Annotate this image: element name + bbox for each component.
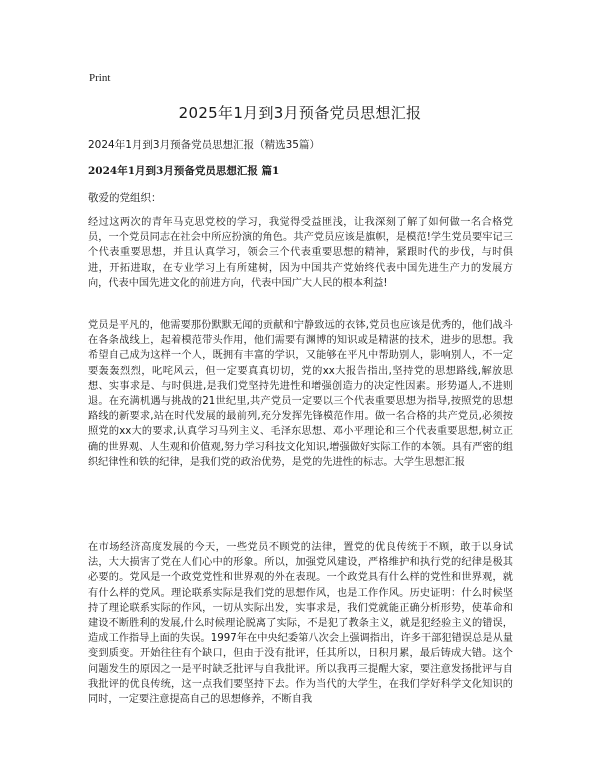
document-subtitle: 2024年1月到3月预备党员思想汇报（精选35篇） — [88, 139, 320, 151]
body-paragraph: 在市场经济高度发展的今天，一些党员不顾党的法律，置党的优良传统于不顾，敢于以身试法，大大损害了党在人们心中的形象。所以，加强党风建设，严格维护和执行党的纪律是极其必要的。党风是一个政党党性和世界观的外在表现。一个政党具有什么样的党性和世界观，就有什么样的党风。理论联系实际是我们党的思想作风，也是工作作风。历史证明：什么时候坚持了理论联系实际的作风，一切从实际出发，实事求是，我们党就能正确分析形势，使革命和建设不断胜利的发展,什么时候理论脱离了实际，不是犯了教条主义，就是犯经验主义的错误，造成工作指导上面的失误。1997年在中央纪委第八次会上强调指出，许多干部犯错误总是从量变到质变。开始往往有个缺口，但由于没有批评，任其所以，日积月累，最后铸成大错。这个问题发生的原因之一是平时缺乏批评与自我批评。所以我再三提醒大家，要注意发扬批评与自我批评的优良传统，这一点我们要坚持下去。作为当代的大学生，在我们学好科学文化知识的同时，一定要注意提高自己的思想修养，不断自我 — [88, 542, 513, 706]
greeting-line: 敬爱的党组织： — [88, 192, 162, 204]
print-link[interactable]: Print — [89, 72, 111, 84]
page-title: 2025年1月到3月预备党员思想汇报 — [178, 104, 422, 122]
body-paragraph: 党员是平凡的，他需要那份默默无闻的贡献和宁静致远的衣钵,党员也应该是优秀的，他们战斗在各条战线上，起着模范带头作用，他们需要有渊博的知识或是精湛的技术，进步的思想。我希望自己成为这样一个人，既拥有丰富的学识，又能够在平凡中帮助别人，影响别人，不一定要轰轰烈烈，叱咤风云，但一定要真真切切，党的xx大报告指出,坚持党的思想路线,解放思想、实事求是、与时俱进,是我们党坚持先进性和增强创造力的决定性因素。形势逼人,不进则退。在充满机遇与挑战的21世纪里,共产党员一定要以三个代表重要思想为指导,按照党的思想路线的新要求,站在时代发展的最前列,充分发挥先锋模范作用。做一名合格的共产党员,必须按照党的xx大的要求,认真学习马列主义、毛泽东思想、邓小平理论和三个代表重要思想,树立正确的世界观、人生观和价值观,努力学习科技文化知识,增强做好实际工作的本领。具有严密的组织纪律性和铁的纪律，是我们党的政治优势，是党的先进性的标志。大学生思想汇报 — [88, 320, 513, 468]
body-paragraph: 经过这两次的青年马克思党校的学习，我觉得受益匪浅，让我深刻了解了如何做一名合格党员，一个党员同志在社会中所应扮演的角色。共产党员应该是旗帜，是模范!学生党员要牢记三个代表重要思想，并且认真学习，领会三个代表重要思想的精神，紧跟时代的步伐，与时俱进，开拓进取，在专业学习上有所建树，因为中国共产党始终代表中国先进生产力的发展方向，代表中国先进文化的前进方向，代表中国广大人民的根本利益! — [88, 217, 513, 289]
section-heading: 2024年1月到3月预备党员思想汇报 篇1 — [88, 165, 280, 177]
